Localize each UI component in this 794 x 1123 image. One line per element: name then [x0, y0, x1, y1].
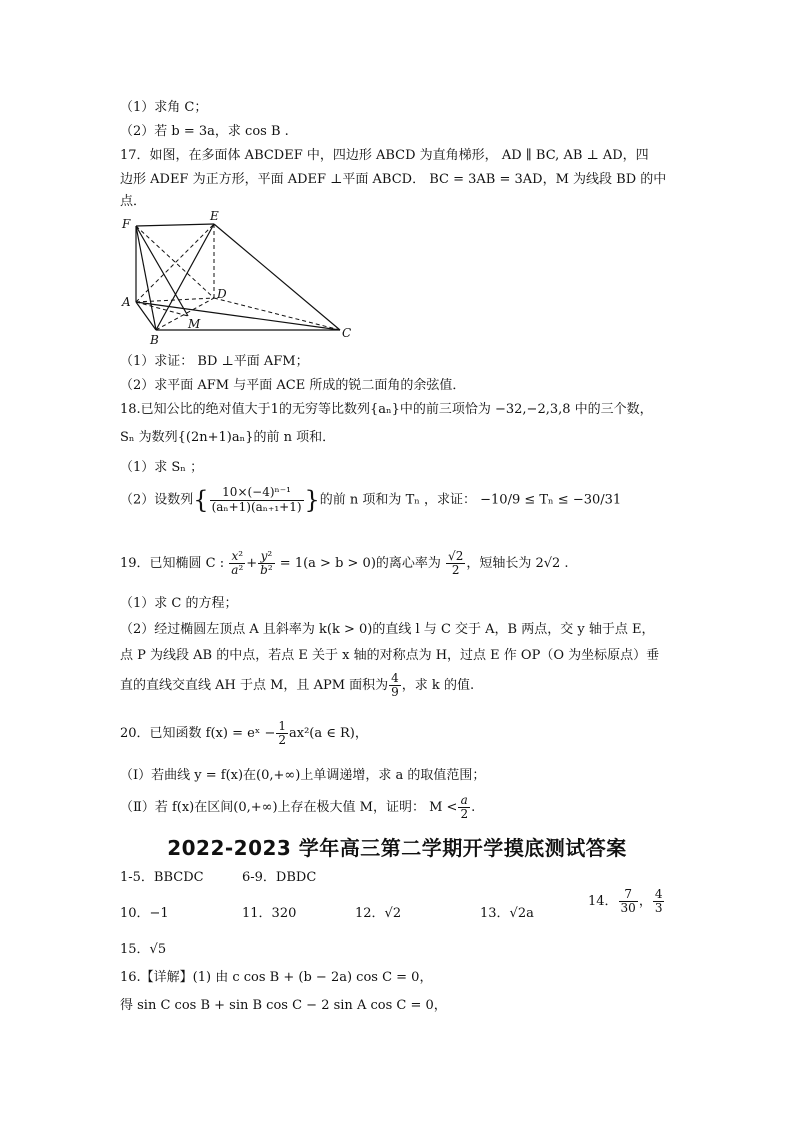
q20-a-half: $\frac{a}{2}$ — [460, 793, 469, 822]
q19-l3-prefix: 直的直线交直线 AH 于点 M，且 APM 面积为 — [120, 678, 389, 694]
q20-prefix: 20．已知函数 f(x) = eˣ − — [120, 726, 276, 742]
q20-half: $\frac{1}{2}$ — [278, 719, 286, 748]
q18-part2: （2）设数列{ $\frac{\text{10×(−4)ⁿ⁻¹}}{\text{(aₙ+1)(aₙ₊₁+1)}}$ }的前 n 项和为 Tₙ ，求证： −10/9 ≤ Tₙ ≤ −30/31 — [120, 485, 622, 514]
answer-14-sep: ， — [638, 894, 652, 910]
answer-14-label: 14． — [588, 894, 618, 910]
q18-line2: Sₙ 为数列{(2n+1)aₙ}的前 n 项和． — [120, 430, 336, 445]
edge-eb — [156, 224, 214, 330]
edge-ae-hidden — [136, 224, 214, 302]
label-a: A — [122, 295, 131, 309]
label-m: M — [188, 317, 201, 331]
q16-part2: （2）若 b = 3a，求 cos B . — [120, 124, 289, 139]
answer-11: 11．320 — [242, 906, 297, 921]
q19-suffix: ，短轴长为 2√2 . — [466, 556, 569, 572]
q19-part1: （1）求 C 的方程； — [120, 596, 238, 611]
q17-line1: 17．如图，在多面体 ABCDEF 中，四边形 ABCD 为直角梯形， AD ∥ BC, AB ⊥ AD，四 — [120, 148, 649, 163]
answer-16-l1: 16.【详解】(1) 由 c cos B + (b − 2a) cos C = 0， — [120, 970, 433, 985]
q19-area-frac: $\frac{4}{9}$ — [391, 671, 399, 700]
q19-frac-y: $\frac{\text{y²}}{\text{b²}}$ — [260, 549, 273, 578]
answer-13: 13．√2a — [480, 906, 534, 921]
label-b: B — [150, 333, 159, 347]
q19-frac-x: $\frac{\text{x²}}{\text{a²}}$ — [231, 549, 244, 578]
q19-part2-l2: 点 P 为线段 AB 的中点，若点 E 关于 x 轴的对称点为 H，过点 E 作 OP（O 为坐标原点）垂 — [120, 648, 660, 663]
answer-1-5: 1-5．BBCDC — [120, 870, 204, 885]
q18-line1: 18.已知公比的绝对值大于1的无穷等比数列{aₙ}中的前三项恰为 −32,−2,3,8 中的三个数， — [120, 402, 653, 417]
edge-fe — [136, 224, 214, 226]
q16-part1: （1）求角 C； — [120, 100, 208, 115]
q19-part2-l1: （2）经过椭圆左顶点 A 且斜率为 k(k > 0)的直线 l 与 C 交于 A，B 两点，交 y 轴于点 E， — [120, 622, 655, 637]
q18-fraction — [210, 486, 304, 513]
q17-line2: 边形 ADEF 为正方形，平面 ADEF ⊥平面 ABCD． BC = 3AB = 3AD，M 为线段 BD 的中 — [120, 172, 667, 187]
q18-part2-prefix: （2）设数列 — [120, 492, 194, 508]
q17-part2: （2）求平面 AFM 与平面 ACE 所成的锐二面角的余弦值． — [120, 378, 466, 393]
answer-6-9: 6-9．DBDC — [242, 870, 317, 885]
answer-14-frac-2: $\frac{4}{3}$ — [654, 887, 663, 916]
answer-14 — [588, 888, 665, 915]
answers-title: 2022-2023 学年高三第二学期开学摸底测试答案 — [167, 836, 627, 860]
q18-part1: （1）求 Sₙ ； — [120, 460, 204, 475]
q17-line3: 点． — [120, 194, 147, 209]
edge-ac — [136, 302, 340, 330]
q19-part2-l3 — [120, 672, 474, 699]
q20-line1 — [120, 720, 368, 747]
edge-ad-hidden — [136, 298, 214, 302]
q20-part1: （Ⅰ）若曲线 y = f(x)在(0,+∞)上单调递增，求 a 的取值范围； — [120, 768, 486, 783]
label-e: E — [210, 210, 219, 223]
q19-mid: = 1(a > b > 0)的离心率为 — [279, 556, 441, 572]
q20-part2-suffix: . — [471, 800, 476, 816]
answer-12: 12．√2 — [355, 906, 402, 921]
q18-fraction-num: 10×(−4)ⁿ⁻¹ — [210, 486, 304, 500]
q18-inequality: −10/9 ≤ Tₙ ≤ −30/31 — [480, 492, 622, 508]
q17-part1: （1）求证： BD ⊥平面 AFM； — [120, 354, 309, 369]
label-d: D — [217, 287, 227, 301]
q19-prefix: 19．已知椭圆 C : — [120, 556, 225, 572]
q18-part2-suffix: 的前 n 项和为 Tₙ ，求证： — [319, 492, 476, 508]
q20-part2-prefix: （Ⅱ）若 f(x)在区间(0,+∞)上存在极大值 M，证明： M < — [120, 800, 458, 816]
q18-fraction-den: (aₙ+1)(aₙ₊₁+1) — [211, 499, 302, 514]
answer-14-frac-1: $\frac{7}{30}$ — [620, 887, 636, 916]
q19-eccentricity: $\frac{√2}{2}$ — [448, 549, 464, 578]
polyhedron-figure — [118, 210, 368, 350]
q20-suffix: ax²(a ∈ R)， — [289, 726, 368, 742]
label-c: C — [342, 326, 352, 340]
answer-15: 15．√5 — [120, 942, 167, 957]
q19-l3-suffix: ，求 k 的值. — [401, 678, 475, 694]
label-f: F — [122, 217, 131, 231]
q19-line1: 19．已知椭圆 C : $\frac{\text{x²}}{\text{a²}}$ + $\frac{\text{y²}}{\text{b²}}$ = 1(a > b > 0)的离心率为 $\frac{√2}{2}$ ，短轴长为 2√2 . — [120, 549, 569, 578]
q20-part2 — [120, 794, 475, 821]
answer-16-l2: 得 sin C cos B + sin B cos C − 2 sin A cos C = 0， — [120, 998, 447, 1013]
answer-10: 10．−1 — [120, 906, 169, 921]
